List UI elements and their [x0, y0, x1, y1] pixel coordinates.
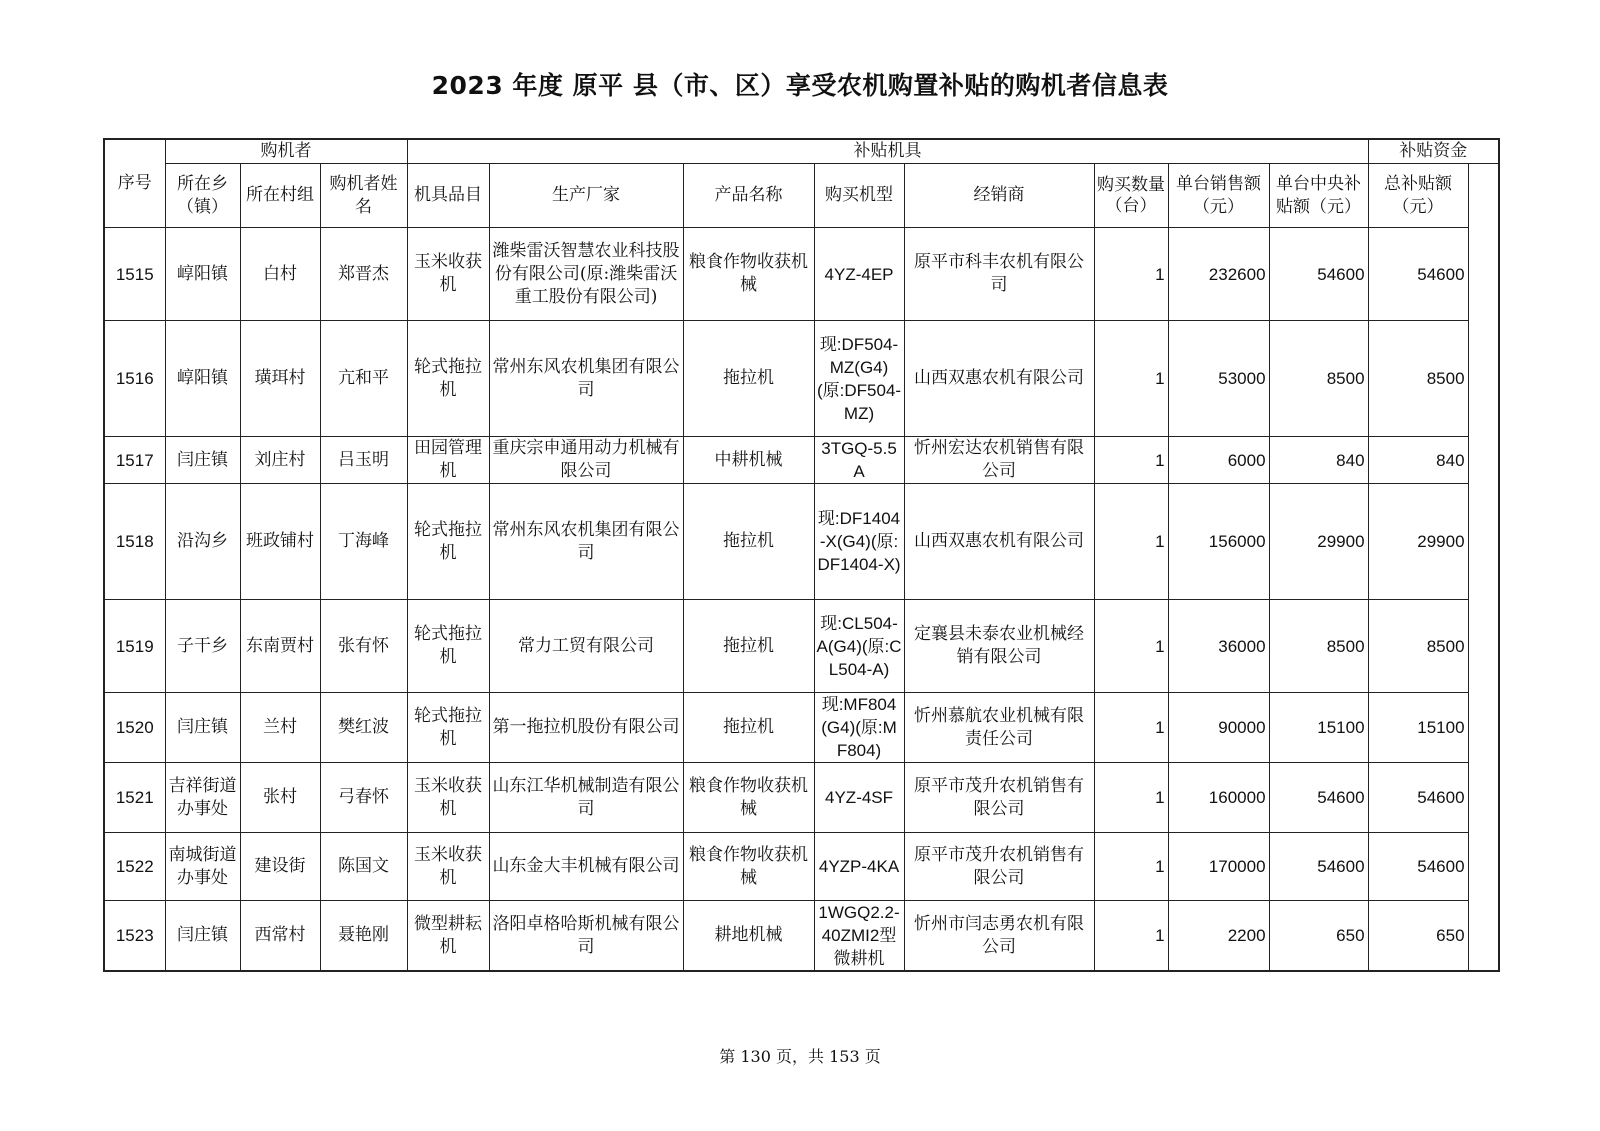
cell-model: 4YZ-4SF	[814, 763, 904, 833]
cell-buyer-name: 郑晋杰	[320, 228, 407, 321]
cell-total-subsidy: 54600	[1368, 763, 1468, 833]
cell-dealer: 原平市科丰农机有限公司	[904, 228, 1094, 321]
cell-village: 建设街	[240, 833, 320, 901]
table-row	[104, 484, 1499, 600]
table-row	[104, 833, 1499, 901]
col-header-town: 所在乡（镇）	[165, 164, 240, 228]
cell-seq: 1517	[104, 437, 165, 484]
page-title: 2023 年度 原平 县（市、区）享受农机购置补贴的购机者信息表	[431, 71, 1169, 100]
cell-seq: 1521	[104, 763, 165, 833]
cell-category: 轮式拖拉机	[407, 693, 489, 763]
cell-village: 西常村	[240, 901, 320, 972]
group-header-funds: 补贴资金	[1368, 139, 1499, 164]
cell-qty: 1	[1094, 833, 1168, 901]
table-row	[104, 901, 1499, 972]
cell-seq: 1515	[104, 228, 165, 321]
cell-manufacturer: 常州东风农机集团有限公司	[489, 321, 683, 437]
cell-price: 156000	[1168, 484, 1269, 600]
cell-village: 兰村	[240, 693, 320, 763]
cell-price: 170000	[1168, 833, 1269, 901]
col-header-qty: 购买数量（台）	[1094, 164, 1168, 228]
cell-category: 轮式拖拉机	[407, 321, 489, 437]
cell-product: 拖拉机	[683, 321, 814, 437]
cell-village: 东南贾村	[240, 600, 320, 693]
col-header-seq: 序号	[104, 139, 165, 228]
table-body	[104, 228, 1499, 972]
cell-manufacturer: 山东金大丰机械有限公司	[489, 833, 683, 901]
cell-buyer-name: 陈国文	[320, 833, 407, 901]
cell-central-subsidy: 54600	[1269, 228, 1368, 321]
cell-price: 2200	[1168, 901, 1269, 972]
cell-model: 3TGQ-5.5A	[814, 437, 904, 484]
cell-model: 现:MF804(G4)(原:MF804)	[814, 693, 904, 763]
cell-buyer-name: 张有怀	[320, 600, 407, 693]
cell-town: 崞阳镇	[165, 228, 240, 321]
col-header-category: 机具品目	[407, 164, 489, 228]
cell-manufacturer: 山东江华机械制造有限公司	[489, 763, 683, 833]
cell-town: 吉祥街道办事处	[165, 763, 240, 833]
cell-product: 拖拉机	[683, 484, 814, 600]
cell-dealer: 原平市茂升农机销售有限公司	[904, 833, 1094, 901]
cell-price: 232600	[1168, 228, 1269, 321]
col-header-price: 单台销售额（元）	[1168, 164, 1269, 228]
cell-total-subsidy: 8500	[1368, 321, 1468, 437]
cell-total-subsidy: 840	[1368, 437, 1468, 484]
cell-price: 53000	[1168, 321, 1269, 437]
cell-dealer: 山西双惠农机有限公司	[904, 484, 1094, 600]
cell-dealer: 山西双惠农机有限公司	[904, 321, 1094, 437]
cell-model: 现:DF1404-X(G4)(原:DF1404-X)	[814, 484, 904, 600]
group-header-machine: 补贴机具	[407, 139, 1368, 164]
col-header-model: 购买机型	[814, 164, 904, 228]
subsidy-table	[103, 138, 1500, 972]
cell-town: 闫庄镇	[165, 437, 240, 484]
col-header-product: 产品名称	[683, 164, 814, 228]
cell-price: 6000	[1168, 437, 1269, 484]
cell-buyer-name: 樊红波	[320, 693, 407, 763]
cell-buyer-name: 亢和平	[320, 321, 407, 437]
cell-village: 白村	[240, 228, 320, 321]
cell-buyer-name: 吕玉明	[320, 437, 407, 484]
page-footer: 第 130 页，共 153 页	[719, 1047, 881, 1066]
cell-product: 粮食作物收获机械	[683, 833, 814, 901]
cell-product: 耕地机械	[683, 901, 814, 972]
cell-central-subsidy: 15100	[1269, 693, 1368, 763]
cell-price: 90000	[1168, 693, 1269, 763]
cell-category: 田园管理机	[407, 437, 489, 484]
cell-total-subsidy: 15100	[1368, 693, 1468, 763]
cell-product: 粮食作物收获机械	[683, 228, 814, 321]
cell-total-subsidy: 650	[1368, 901, 1468, 972]
col-header-village: 所在村组	[240, 164, 320, 228]
cell-manufacturer: 常州东风农机集团有限公司	[489, 484, 683, 600]
cell-town: 沿沟乡	[165, 484, 240, 600]
cell-buyer-name: 丁海峰	[320, 484, 407, 600]
cell-central-subsidy: 8500	[1269, 321, 1368, 437]
cell-town: 南城街道办事处	[165, 833, 240, 901]
col-header-dealer: 经销商	[904, 164, 1094, 228]
cell-category: 轮式拖拉机	[407, 484, 489, 600]
cell-category: 玉米收获机	[407, 763, 489, 833]
cell-town: 子干乡	[165, 600, 240, 693]
cell-product: 中耕机械	[683, 437, 814, 484]
cell-seq: 1523	[104, 901, 165, 972]
cell-central-subsidy: 54600	[1269, 763, 1368, 833]
cell-central-subsidy: 650	[1269, 901, 1368, 972]
table-row	[104, 437, 1499, 484]
cell-central-subsidy: 8500	[1269, 600, 1368, 693]
cell-central-subsidy: 54600	[1269, 833, 1368, 901]
group-header-buyer: 购机者	[165, 139, 407, 164]
cell-seq: 1518	[104, 484, 165, 600]
cell-price: 36000	[1168, 600, 1269, 693]
cell-qty: 1	[1094, 901, 1168, 972]
cell-total-subsidy: 54600	[1368, 833, 1468, 901]
cell-town: 闫庄镇	[165, 693, 240, 763]
cell-town: 闫庄镇	[165, 901, 240, 972]
cell-product: 粮食作物收获机械	[683, 763, 814, 833]
cell-seq: 1519	[104, 600, 165, 693]
cell-dealer: 忻州宏达农机销售有限公司	[904, 437, 1094, 484]
cell-category: 轮式拖拉机	[407, 600, 489, 693]
cell-village: 张村	[240, 763, 320, 833]
cell-manufacturer: 重庆宗申通用动力机械有限公司	[489, 437, 683, 484]
table-row	[104, 763, 1499, 833]
cell-model: 1WGQ2.2-40ZMI2型微耕机	[814, 901, 904, 972]
cell-total-subsidy: 29900	[1368, 484, 1468, 600]
cell-product: 拖拉机	[683, 693, 814, 763]
col-header-buyer-name: 购机者姓名	[320, 164, 407, 228]
cell-category: 玉米收获机	[407, 833, 489, 901]
cell-category: 玉米收获机	[407, 228, 489, 321]
cell-qty: 1	[1094, 484, 1168, 600]
col-header-central-subsidy: 单台中央补贴额（元）	[1269, 164, 1368, 228]
cell-central-subsidy: 840	[1269, 437, 1368, 484]
col-header-manufacturer: 生产厂家	[489, 164, 683, 228]
cell-dealer: 原平市茂升农机销售有限公司	[904, 763, 1094, 833]
cell-model: 现:CL504-A(G4)(原:CL504-A)	[814, 600, 904, 693]
cell-model: 4YZ-4EP	[814, 228, 904, 321]
cell-qty: 1	[1094, 437, 1168, 484]
cell-central-subsidy: 29900	[1269, 484, 1368, 600]
cell-model: 4YZP-4KA	[814, 833, 904, 901]
cell-category: 微型耕耘机	[407, 901, 489, 972]
table-row	[104, 600, 1499, 693]
cell-qty: 1	[1094, 600, 1168, 693]
cell-product: 拖拉机	[683, 600, 814, 693]
cell-qty: 1	[1094, 693, 1168, 763]
cell-dealer: 定襄县未泰农业机械经销有限公司	[904, 600, 1094, 693]
group-header-row	[104, 139, 1499, 164]
col-header-total-subsidy: 总补贴额（元）	[1368, 164, 1468, 228]
table-row	[104, 321, 1499, 437]
cell-seq: 1520	[104, 693, 165, 763]
cell-village: 班政铺村	[240, 484, 320, 600]
cell-manufacturer: 潍柴雷沃智慧农业科技股份有限公司(原:潍柴雷沃重工股份有限公司)	[489, 228, 683, 321]
cell-seq: 1516	[104, 321, 165, 437]
cell-total-subsidy: 8500	[1368, 600, 1468, 693]
cell-buyer-name: 聂艳刚	[320, 901, 407, 972]
cell-total-subsidy: 54600	[1368, 228, 1468, 321]
cell-model: 现:DF504-MZ(G4)(原:DF504-MZ)	[814, 321, 904, 437]
cell-seq: 1522	[104, 833, 165, 901]
cell-qty: 1	[1094, 228, 1168, 321]
cell-manufacturer: 洛阳卓格哈斯机械有限公司	[489, 901, 683, 972]
cell-dealer: 忻州市闫志勇农机有限公司	[904, 901, 1094, 972]
table-row	[104, 693, 1499, 763]
table-row	[104, 228, 1499, 321]
column-header-row	[104, 164, 1499, 228]
cell-dealer: 忻州慕航农业机械有限责任公司	[904, 693, 1094, 763]
cell-qty: 1	[1094, 321, 1168, 437]
cell-price: 160000	[1168, 763, 1269, 833]
cell-qty: 1	[1094, 763, 1168, 833]
cell-buyer-name: 弓春怀	[320, 763, 407, 833]
cell-village: 刘庄村	[240, 437, 320, 484]
cell-manufacturer: 第一拖拉机股份有限公司	[489, 693, 683, 763]
cell-manufacturer: 常力工贸有限公司	[489, 600, 683, 693]
cell-town: 崞阳镇	[165, 321, 240, 437]
cell-village: 璜珥村	[240, 321, 320, 437]
